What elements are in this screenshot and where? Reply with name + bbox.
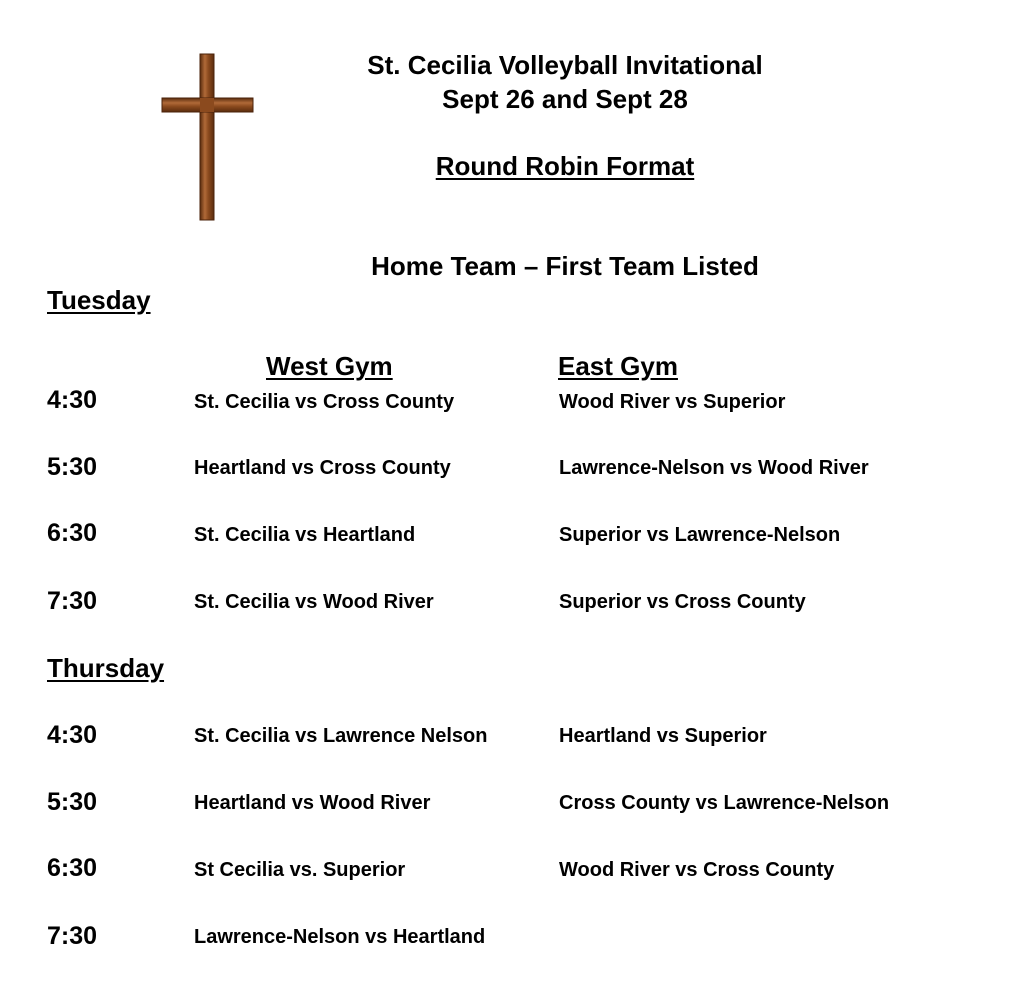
west-game: St Cecilia vs. Superior xyxy=(194,859,406,881)
west-game: Lawrence-Nelson vs Heartland xyxy=(194,926,486,948)
game-time: 6:30 xyxy=(47,854,98,882)
cross-icon xyxy=(160,52,256,222)
format-heading: Round Robin Format xyxy=(435,151,695,181)
game-time: 7:30 xyxy=(47,922,98,950)
west-game: Heartland vs Wood River xyxy=(194,792,431,814)
day-heading-thursday: Thursday xyxy=(47,653,165,683)
home-team-note: Home Team – First Team Listed xyxy=(371,251,759,281)
east-game: Lawrence-Nelson vs Wood River xyxy=(559,457,869,479)
east-game: Superior vs Cross County xyxy=(559,591,806,613)
west-game: Heartland vs Cross County xyxy=(194,457,451,479)
game-time: 4:30 xyxy=(47,721,98,749)
east-gym-heading: East Gym xyxy=(558,351,678,381)
west-gym-heading: West Gym xyxy=(266,351,393,381)
east-game: Superior vs Lawrence-Nelson xyxy=(559,524,841,546)
game-time: 5:30 xyxy=(47,788,98,816)
east-game: Wood River vs Superior xyxy=(559,391,786,413)
game-time: 5:30 xyxy=(47,453,98,481)
day-heading-tuesday: Tuesday xyxy=(47,285,151,315)
east-game: Wood River vs Cross County xyxy=(559,859,835,881)
game-time: 7:30 xyxy=(47,587,98,615)
west-game: St. Cecilia vs Heartland xyxy=(194,524,416,546)
east-game: Heartland vs Superior xyxy=(559,725,767,747)
document-title: St. Cecilia Volleyball Invitational xyxy=(367,50,763,80)
game-time: 6:30 xyxy=(47,519,98,547)
east-game: Cross County vs Lawrence-Nelson xyxy=(559,792,890,814)
west-game: St. Cecilia vs Wood River xyxy=(194,591,434,613)
document-dates: Sept 26 and Sept 28 xyxy=(442,84,688,114)
game-time: 4:30 xyxy=(47,386,98,414)
west-game: St. Cecilia vs Lawrence Nelson xyxy=(194,725,488,747)
west-game: St. Cecilia vs Cross County xyxy=(194,391,455,413)
